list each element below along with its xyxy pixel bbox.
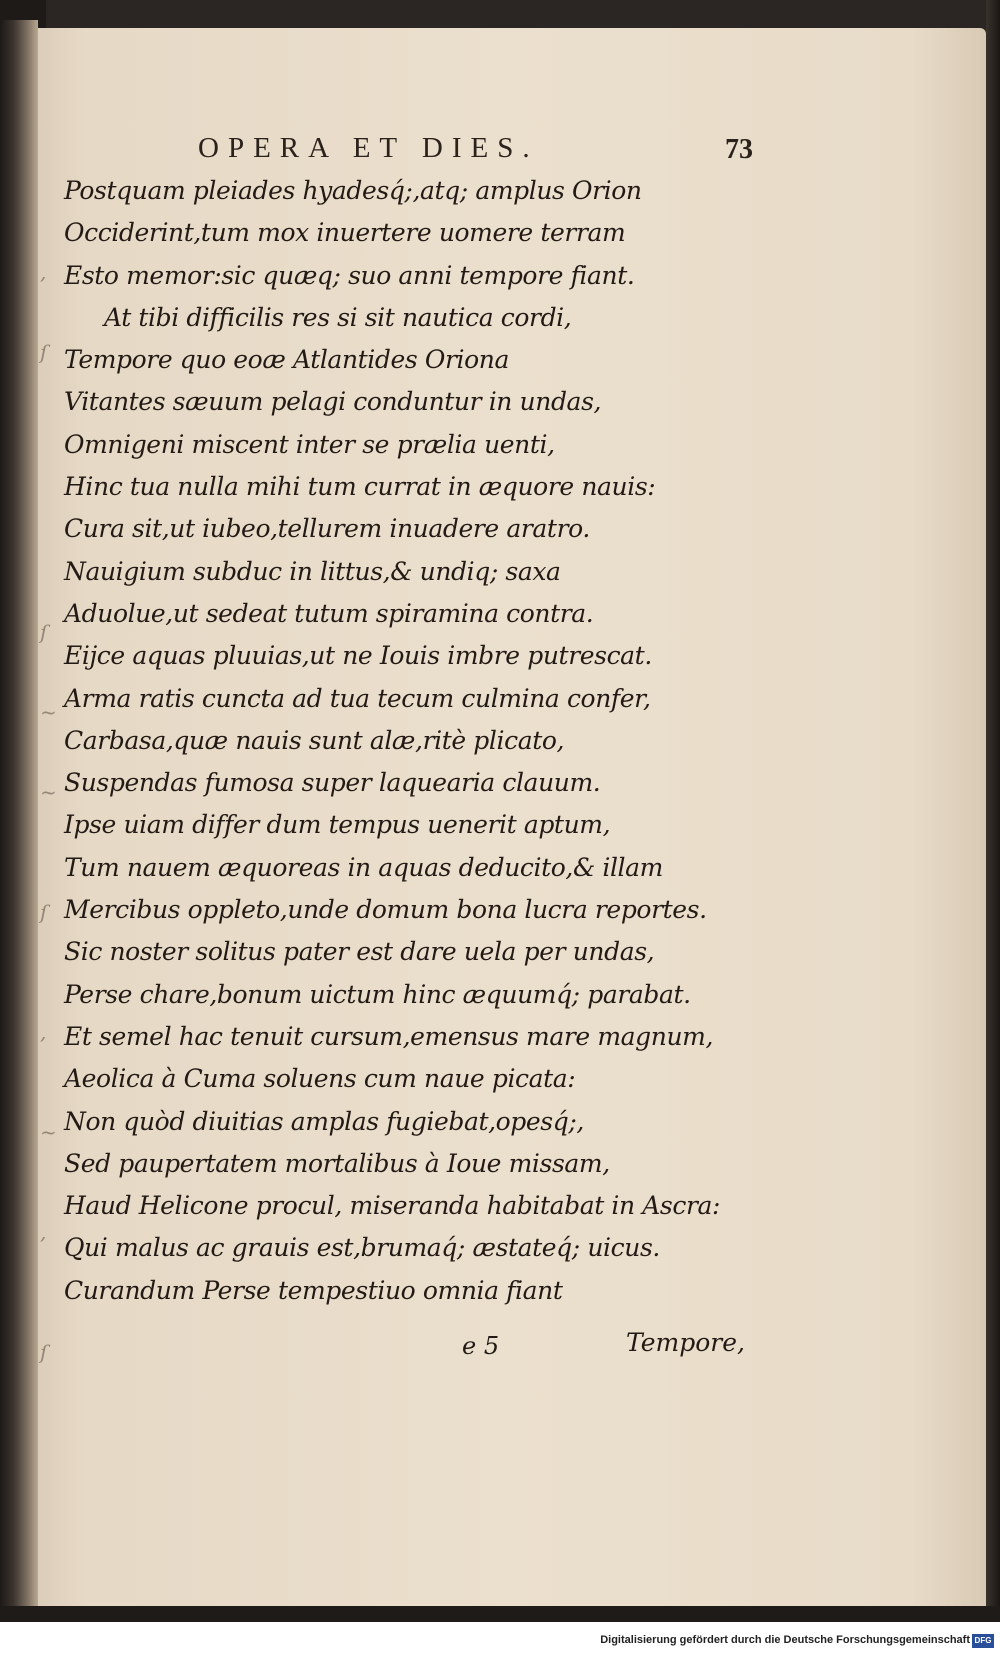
verse-line: Nauigium subduc in littus,& undiq; saxa (64, 556, 561, 586)
verse-line: Ipse uiam differ dum tempus uenerit aptum, (64, 810, 611, 840)
verse-line: Sed paupertatem mortalibus à Ioue missam, (64, 1148, 610, 1178)
verse-line: Qui malus ac grauis est,brumaq́; æstateq́; uicus. (64, 1233, 660, 1263)
verse-line: Tempore quo eoæ Atlantides Oriona (64, 345, 509, 375)
bleed-mark: ~ (40, 700, 57, 724)
verse-block (64, 170, 784, 1312)
dfg-logo: DFG (972, 1634, 994, 1648)
catchword: Tempore, (626, 1328, 745, 1357)
verse-line: At tibi difficilis res si sit nautica cordi, (104, 302, 572, 332)
verse-line: Cura sit,ut iubeo,tellurem inuadere aratro. (64, 514, 590, 544)
signature-mark: e 5 (462, 1332, 500, 1360)
page-edge-bottom (0, 1606, 1000, 1622)
folio-number: 73 (725, 134, 753, 165)
bleed-mark: , (40, 1020, 47, 1044)
verse-line: Vitantes sæuum pelagi conduntur in undas, (64, 387, 602, 417)
bleed-mark: ſ (40, 1340, 48, 1364)
page-edge-right (986, 0, 1000, 1656)
page-header (198, 132, 758, 172)
verse-line: Omnigeni miscent inter se prælia uenti, (64, 429, 555, 459)
funding-credit: Digitalisierung gefördert durch die Deutsche Forschungsgemeinschaft (600, 1634, 970, 1646)
running-title: OPERA ET DIES. (198, 132, 539, 164)
verse-line: Perse chare,bonum uictum hinc æquumq́; parabat. (64, 979, 691, 1009)
verse-line: Non quòd diuitias amplas fugiebat,opesq́;, (64, 1106, 584, 1136)
book-spine (0, 20, 38, 1616)
verse-line: Postquam pleiades hyadesq́;,atq; amplus Orion (64, 176, 642, 205)
verse-line: Arma ratis cuncta ad tua tecum culmina confer, (64, 683, 651, 713)
bleed-mark: ſ (40, 900, 48, 924)
verse-line: Occiderint,tum mox inuertere uomere terram (64, 218, 626, 248)
verse-line: Mercibus oppleto,unde domum bona lucra reportes. (64, 895, 707, 925)
bleed-through-marks (40, 260, 66, 1380)
verse-line: Carbasa,quæ nauis sunt alæ,ritè plicato, (64, 725, 565, 755)
bleed-mark: , (40, 1220, 47, 1244)
verse-line: Haud Helicone procul, miseranda habitabat in Ascra: (64, 1191, 721, 1221)
bleed-mark: ~ (40, 780, 57, 804)
digitization-footer (0, 1622, 1000, 1656)
bleed-mark: , (40, 260, 47, 284)
verse-line: Hinc tua nulla mihi tum currat in æquore nauis: (64, 472, 656, 502)
verse-line: Et semel hac tenuit cursum,emensus mare magnum, (64, 1021, 714, 1051)
bleed-mark: ſ (40, 620, 48, 644)
verse-line: Sic noster solitus pater est dare uela per undas, (64, 937, 655, 967)
verse-line: Curandum Perse tempestiuo omnia fiant (64, 1275, 563, 1305)
verse-line: Aduolue,ut sedeat tutum spiramina contra. (64, 598, 594, 628)
bleed-mark: ~ (40, 1120, 57, 1144)
bleed-mark: ſ (40, 340, 48, 364)
verse-line: Eijce aquas pluuias,ut ne Iouis imbre putrescat. (64, 641, 652, 671)
verse-line: Esto memor:sic quæq; suo anni tempore fiant. (64, 260, 635, 290)
verse-line: Suspendas fumosa super laquearia clauum. (64, 768, 601, 798)
verse-line: Aeolica à Cuma soluens cum naue picata: (64, 1064, 576, 1094)
verse-line: Tum nauem æquoreas in aquas deducito,& illam (64, 852, 663, 882)
